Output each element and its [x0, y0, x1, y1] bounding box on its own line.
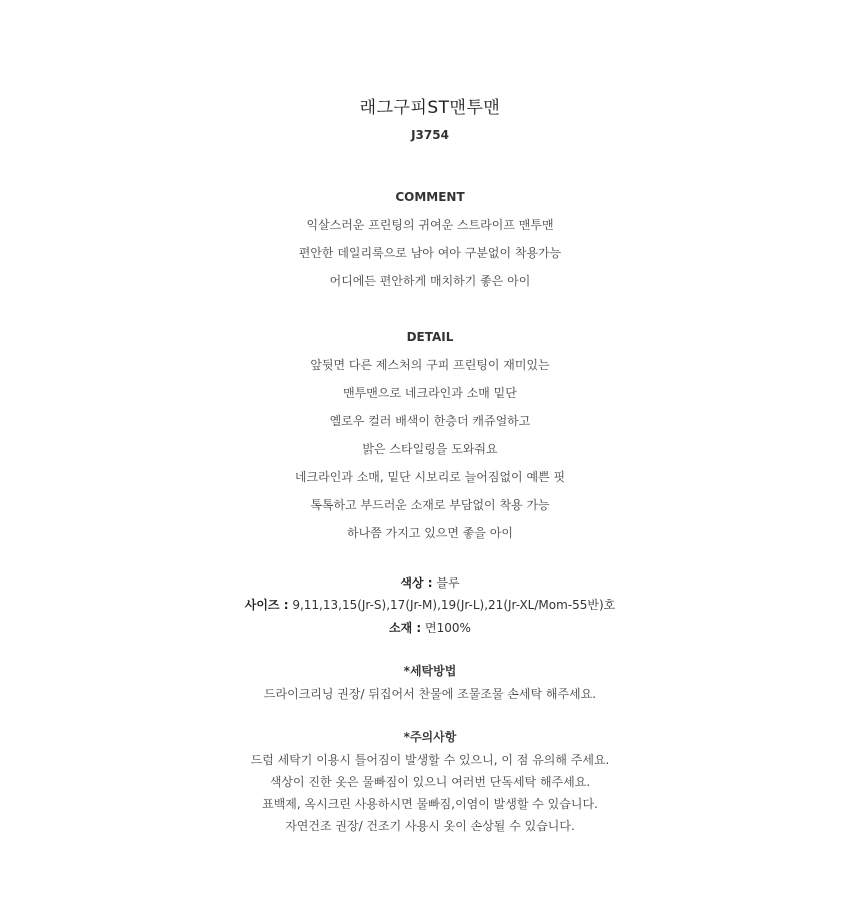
wash-line: 드라이크리닝 권장/ 뒤집어서 찬물에 조물조물 손세탁 해주세요. — [263, 687, 597, 701]
caution-heading: *주의사항 — [403, 730, 457, 744]
detail-line: 맨투맨으로 네크라인과 소매 밑단 — [343, 386, 517, 400]
spec-material-label: 소재 : — [389, 621, 422, 635]
spec-size-value: 9,11,13,15(Jr-S),17(Jr-M),19(Jr-L),21(Jr-XL/Mom-55반)호 — [292, 598, 616, 612]
spec-size-label: 사이즈 : — [244, 598, 289, 612]
spec-material-value: 면100% — [425, 621, 471, 635]
caution-line: 표백제, 옥시크린 사용하시면 물빠짐,이염이 발생할 수 있습니다. — [262, 797, 598, 811]
comment-line: 어디에든 편안하게 매치하기 좋은 아이 — [329, 274, 531, 288]
detail-line: 톡톡하고 부드러운 소재로 부담없이 착용 가능 — [310, 498, 550, 512]
detail-line: 옐로우 컬러 배색이 한층더 캐쥬얼하고 — [329, 414, 531, 428]
detail-heading: DETAIL — [406, 330, 454, 344]
caution-line: 드럼 세탁기 이용시 틀어짐이 발생할 수 있으니, 이 점 유의해 주세요. — [250, 753, 610, 767]
spec-material — [0, 620, 860, 636]
spec-color-value: 블루 — [436, 576, 460, 590]
comment-line: 익살스러운 프린팅의 귀여운 스트라이프 맨투맨 — [306, 218, 554, 232]
spec-color-label: 색상 : — [400, 576, 433, 590]
caution-line: 색상이 진한 옷은 물빠짐이 있으니 여러번 단독세탁 해주세요. — [269, 775, 591, 789]
comment-line: 편안한 데일리룩으로 남아 여아 구분없이 착용가능 — [298, 246, 562, 260]
product-name: 래그구피ST맨투맨 — [359, 98, 501, 118]
wash-heading: *세탁방법 — [403, 664, 457, 678]
spec-color — [0, 575, 860, 591]
spec-size — [0, 597, 860, 613]
detail-line: 네크라인과 소매, 밑단 시보리로 늘어짐없이 예쁜 핏 — [294, 470, 566, 484]
product-code: J3754 — [411, 128, 449, 142]
comment-heading: COMMENT — [395, 190, 465, 204]
caution-line: 자연건조 권장/ 건조기 사용시 옷이 손상될 수 있습니다. — [285, 819, 575, 833]
detail-line: 하나쯤 가지고 있으면 좋을 아이 — [347, 526, 513, 540]
detail-line: 앞뒷면 다른 제스처의 구피 프린팅이 재미있는 — [310, 358, 550, 372]
detail-line: 밝은 스타일링을 도와줘요 — [362, 442, 498, 456]
